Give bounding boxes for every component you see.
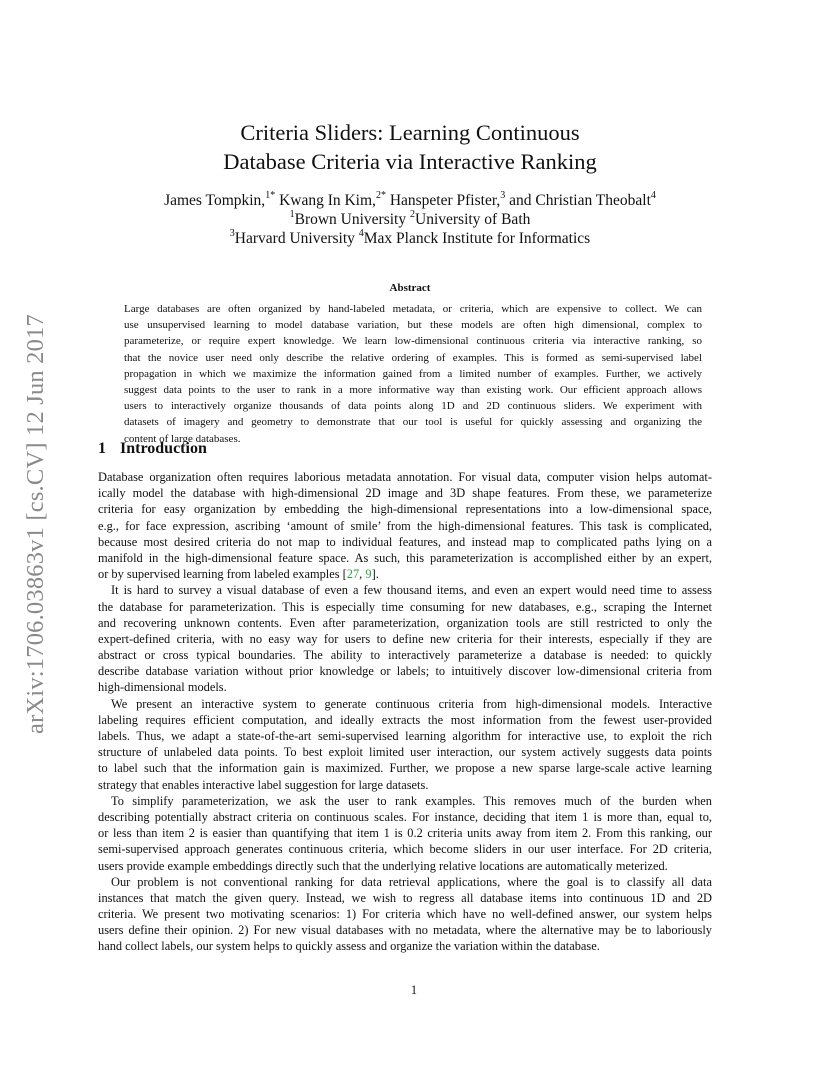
text-span: ]. [371, 567, 379, 582]
text-line: labeling requires efficient computation, and ideally extracts the most information from the fewest user-provided [98, 712, 712, 727]
title-line: Database Criteria via Interactive Ranking [223, 149, 597, 174]
abstract-line: content of large databases. [124, 432, 241, 445]
author-block [110, 191, 710, 248]
text-line: to label such that the information gain is maximized. Further, we propose a new sparse large-scale active learning [98, 761, 712, 776]
text-line: users provide example embeddings directly such that the underlying relative locations are automatically meterized. [98, 858, 668, 873]
text-line: Our problem is not conventional ranking for data retrieval applications, where the goal is to classify all data [111, 874, 712, 889]
affiliation-line [110, 210, 710, 229]
arxiv-id: arXiv:1706.03863v1 [cs.CV] 12 Jun 2017 [22, 314, 49, 734]
text-line: It is hard to survey a visual database of even a few thousand items, and even an expert would need time to assess [111, 583, 712, 598]
author-name: and Christian Theobalt [505, 192, 651, 209]
text-line: hand collect labels, our system helps to quickly assess and organize the variation within the database. [98, 939, 600, 954]
text-line: expert-defined criteria, with no easy way for users to define new criteria for their interests, especially if they are [98, 631, 712, 646]
text-line: because most desired criteria do not map to individual features, and instead map to complicated paths lying on a [98, 534, 712, 549]
text-line: ically model the database with high-dimensional 2D image and 3D shape features. From these, we parameterize [98, 486, 712, 501]
affiliation-line [110, 229, 710, 248]
arxiv-stamp [16, 288, 56, 760]
section-number: 1 [98, 440, 106, 457]
abstract-line: users to interactively organize thousands of data points along 1D and 2D continuous sliders. We experiment with [124, 400, 702, 413]
text-line: structure of unlabeled data points. To best exploit limited user interaction, our system actively suggests data points [98, 745, 712, 760]
affiliation: University of Bath [415, 211, 531, 228]
text-line: Database organization often requires laborious metadata annotation. For visual data, computer vision helps automat- [98, 470, 712, 484]
text-line: e.g., for face expression, ascribing ‘amount of smile’ from the high-dimensional features. This task is complicated, [98, 518, 712, 533]
author-mark: 3 [500, 189, 506, 201]
title-line: Criteria Sliders: Learning Continuous [240, 120, 580, 145]
paper-title [110, 118, 710, 176]
text-line: or by supervised learning from labeled examples [27, 9]. [98, 567, 379, 582]
affiliation-mark: 3 [229, 227, 235, 239]
text-line: strategy that enables interactive label suggestion for large datasets. [98, 777, 429, 792]
author-name: James Tompkin, [164, 192, 266, 209]
text-line: users define their opinion. 2) For new visual databases with no metadata, where the alternative may be to laboriously [98, 923, 712, 938]
author-mark: 2* [375, 189, 386, 201]
citation-link[interactable]: 9 [365, 567, 372, 582]
text-line: high-dimensional models. [98, 680, 227, 695]
section-heading [98, 440, 207, 458]
citation-link[interactable]: 27 [346, 567, 360, 582]
body-text [98, 469, 712, 955]
text-line: or less than item 2 is easier than quantifying that item 1 is 0.2 criteria units away from item 2. From this ranking, our [98, 826, 712, 841]
abstract-heading: Abstract [389, 282, 431, 294]
text-line: and recovering unknown contents. Even after parameterization, organization tools are still restricted to only the [98, 615, 712, 630]
text-span: or by supervised learning from labeled examples [ [98, 567, 347, 582]
text-line: manifold in the high-dimensional feature space. As such, this parameterization is accomplished either by an expert, [98, 550, 712, 565]
abstract-line: parameterize, or require expert knowledge. We learn low-dimensional continuous criteria via interactive ranking, so [124, 335, 702, 348]
affiliation: Max Planck Institute for Informatics [363, 230, 591, 247]
text-line: criteria. We present two motivating scenarios: 1) For criteria which have no well-defined answer, our system helps [98, 907, 712, 922]
abstract-line: that the novice user need only describe the relative ordering of examples. This is formed as semi-supervised label [124, 351, 702, 364]
text-line: the database for parameterization. This is especially time consuming for new databases, e.g., scraping the Internet [98, 599, 712, 614]
author-name: Hanspeter Pfister, [385, 192, 501, 209]
text-line: describe database variation without prior knowledge or labels; to intuitively discover low-dimensional criteria from [98, 664, 712, 679]
section-title: Introduction [120, 440, 207, 457]
affiliation: Harvard University [234, 230, 359, 247]
text-line: To simplify parameterization, we ask the user to rank examples. This removes much of the burden when [111, 793, 712, 808]
text-line: We present an interactive system to generate continuous criteria from high-dimensional models. Interactive [111, 696, 712, 711]
abstract-line: use unsupervised learning to model database variation, but these models are often high dimensional, complex to [124, 319, 702, 332]
affiliation-mark: 2 [410, 208, 415, 220]
text-line: labels. Thus, we adapt a state-of-the-art semi-supervised learning algorithm for interactive use, to exploit the rich [98, 729, 712, 743]
text-line: instances that match the given query. Instead, we wish to regress all database items into continuous 1D and 2D [98, 890, 712, 905]
author-list [110, 191, 710, 210]
affiliation: Brown University [294, 211, 410, 228]
abstract-line: propagation in which we maximize the information gained from a limited number of examples. Further, we actively [124, 367, 702, 380]
author-name: Kwang In Kim, [275, 192, 376, 209]
affiliation-mark: 1 [289, 208, 295, 220]
abstract-line: datasets of imagery and geometry to demonstrate that our tool is useful for quickly assessing and organizing the [124, 416, 702, 429]
abstract-line: suggest data points to the user to rank in a more informative way than existing work. Our efficient approach allows [124, 383, 702, 396]
page-number: 1 [410, 983, 418, 997]
affiliation-mark: 4 [358, 227, 364, 239]
author-mark: 4 [650, 189, 656, 201]
text-line: semi-supervised approach generates continuous criteria, which become sliders in our user interface. For 2D criteria, [98, 842, 712, 857]
author-mark: 1* [265, 189, 276, 201]
abstract-line: Large databases are often organized by hand-labeled metadata, or criteria, which are expensive to collect. We can [124, 303, 702, 315]
text-line: criteria for easy organization by embedding the high-dimensional representations into a low-dimensional space, [98, 502, 712, 517]
text-line: describing potentially abstract criteria on continuous scales. For instance, deciding that item 1 is more than, equal to, [98, 809, 712, 824]
text-line: abstract or cross typical boundaries. The ability to interactively parameterize a database is needed: to quickly [98, 648, 712, 663]
abstract-body [124, 303, 702, 449]
